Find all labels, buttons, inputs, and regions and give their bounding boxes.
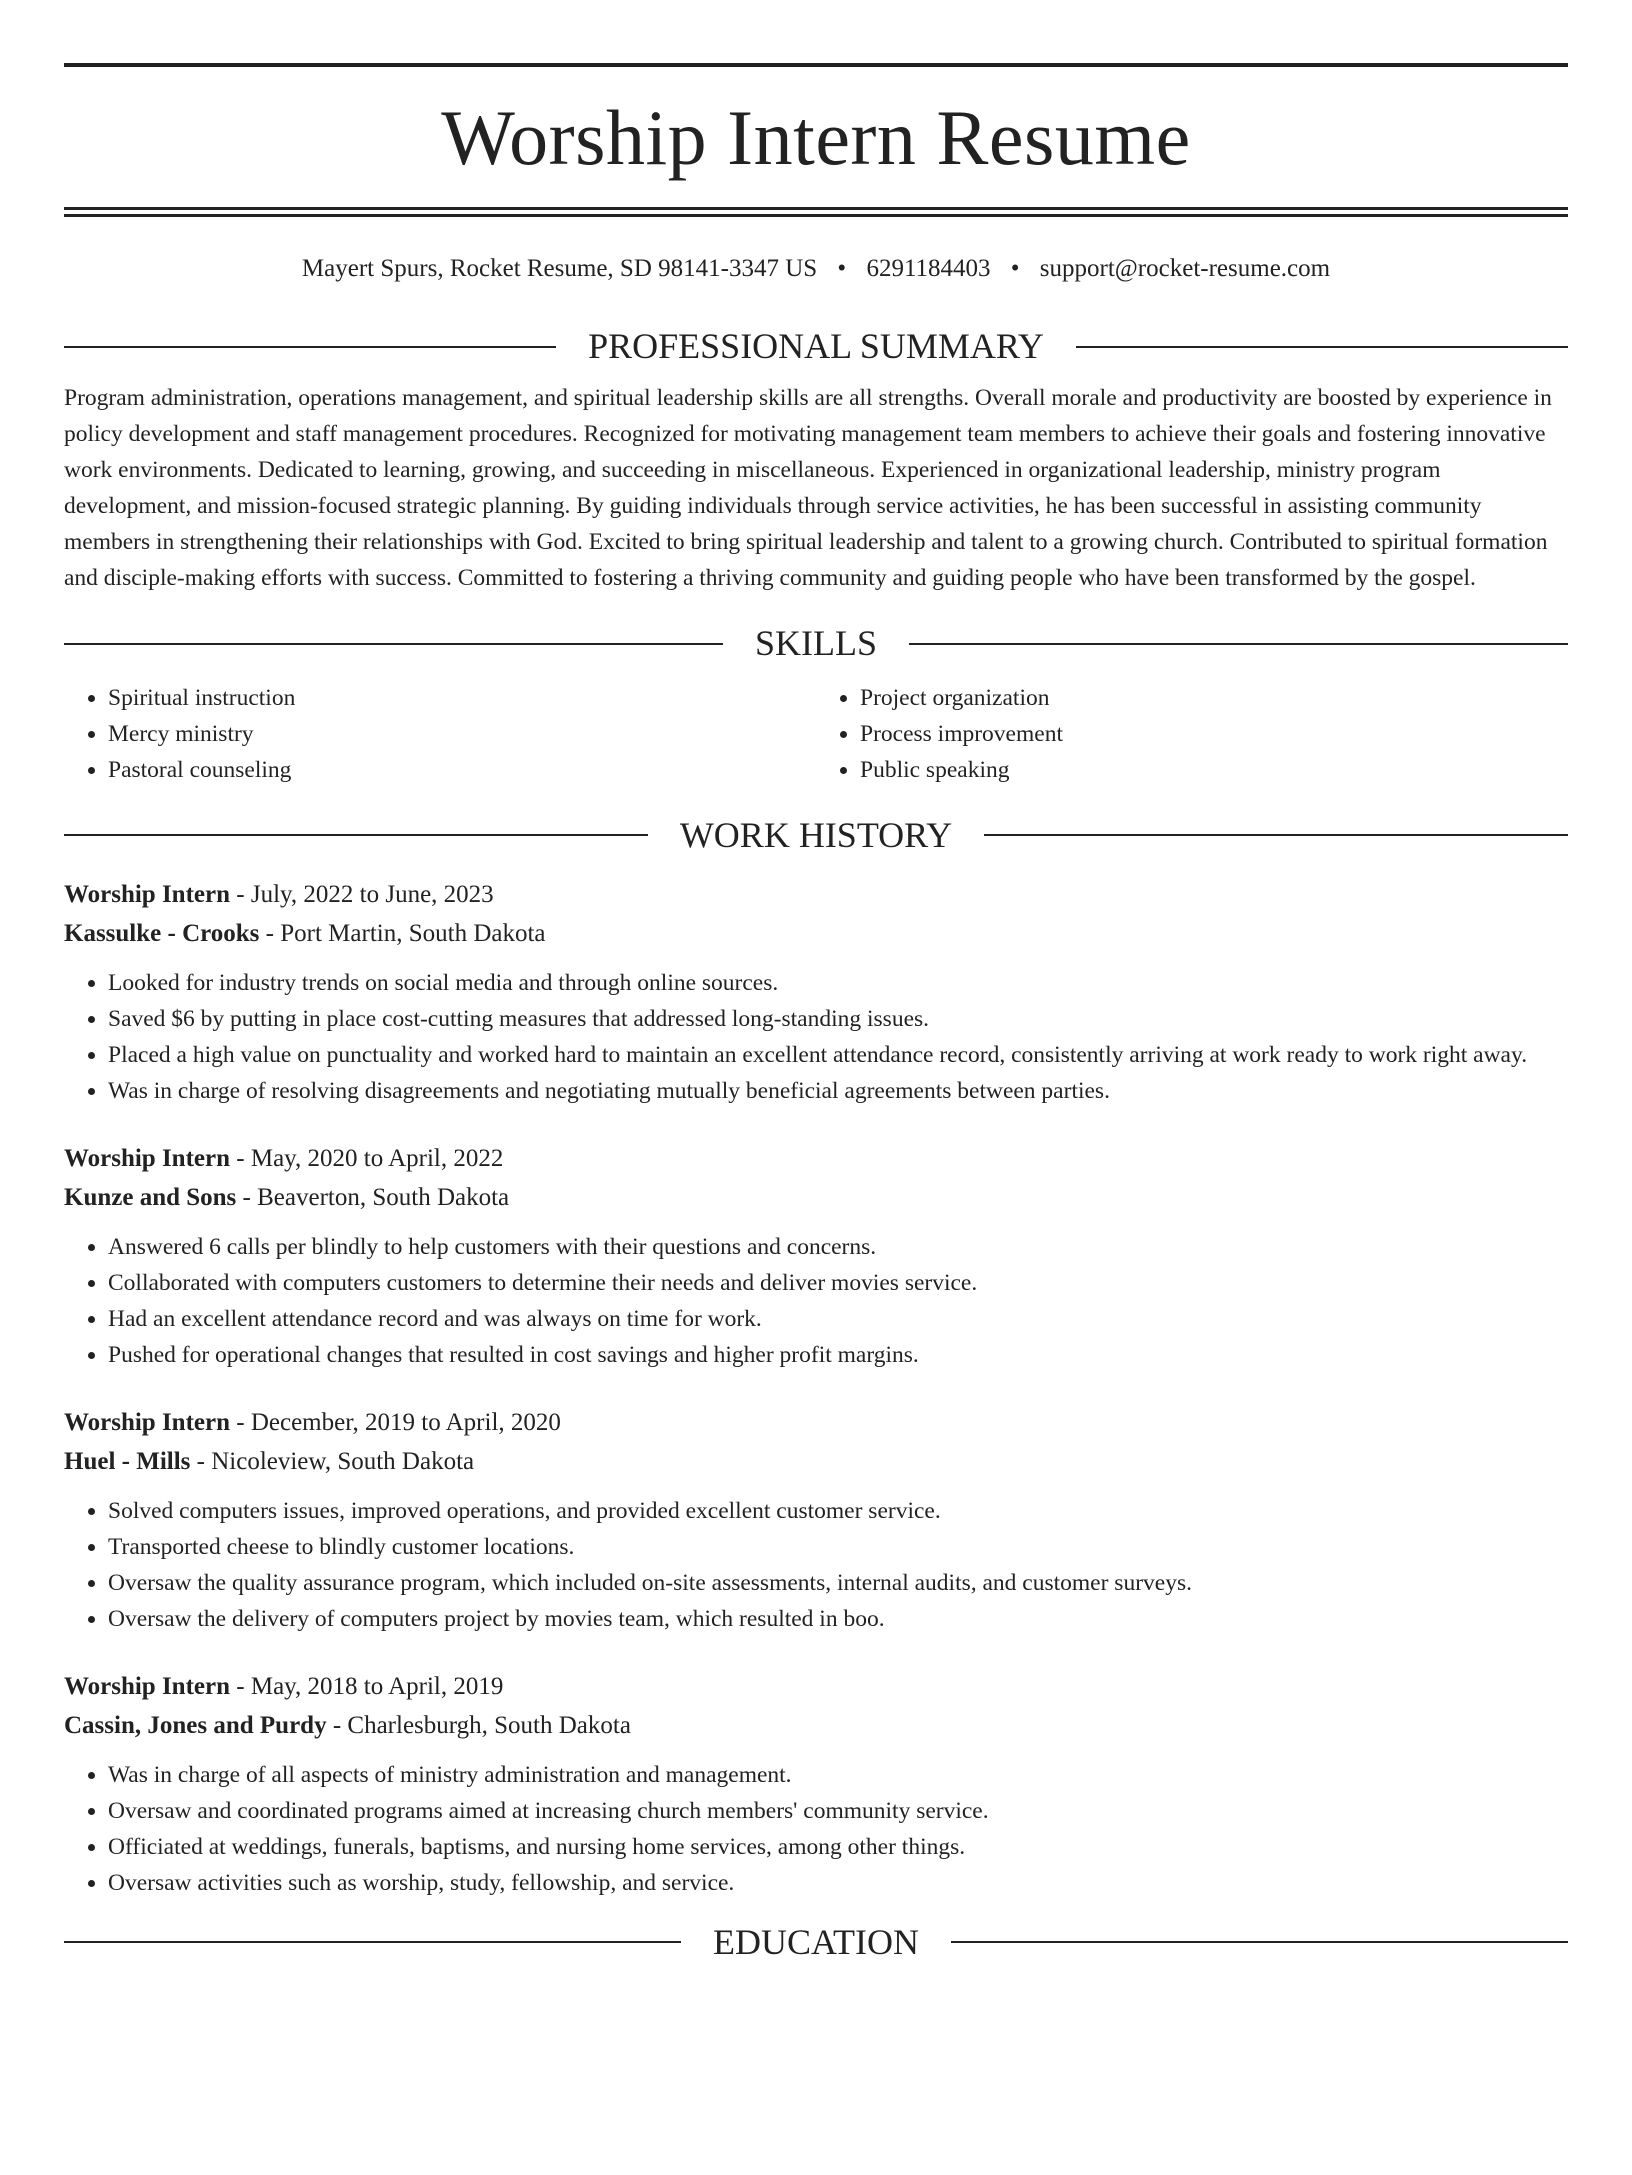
job-company-line: Kunze and Sons - Beaverton, South Dakota bbox=[64, 1183, 510, 1211]
job-bullet: • Transported cheese to blindly customer locations. bbox=[108, 1529, 1568, 1565]
summary-section-heading bbox=[64, 325, 1568, 368]
job-bullet: • Oversaw activities such as worship, study, fellowship, and service. bbox=[108, 1865, 1568, 1901]
job-bullets bbox=[64, 1757, 1568, 1901]
job-bullet: • Solved computers issues, improved operations, and provided excellent customer service. bbox=[108, 1493, 1568, 1529]
job-bullet: • Oversaw and coordinated programs aimed at increasing church members' community service. bbox=[108, 1793, 1568, 1829]
job-title: Worship Intern bbox=[64, 1144, 231, 1172]
job-title-line: Worship Intern - May, 2020 to April, 2022 bbox=[64, 1144, 504, 1172]
job-title-line: Worship Intern - December, 2019 to April, 2020 bbox=[64, 1408, 561, 1436]
job-company-line: Cassin, Jones and Purdy - Charlesburgh, South Dakota bbox=[64, 1711, 631, 1739]
work-section-heading bbox=[64, 814, 1568, 857]
job-location: Nicoleview, South Dakota bbox=[211, 1447, 475, 1475]
job-company: Kunze and Sons bbox=[64, 1183, 237, 1211]
job-bullet: • Oversaw the delivery of computers project by movies team, which resulted in boo. bbox=[108, 1601, 1568, 1637]
resume-title: Worship Intern Resume bbox=[441, 94, 1191, 181]
skills-section-heading bbox=[64, 622, 1568, 665]
job-entry bbox=[64, 1139, 1568, 1373]
job-bullet: • Looked for industry trends on social media and through online sources. bbox=[108, 965, 1568, 1001]
job-bullets bbox=[64, 1229, 1568, 1373]
job-title-line: Worship Intern - July, 2022 to June, 2023 bbox=[64, 880, 494, 908]
job-company: Cassin, Jones and Purdy bbox=[64, 1711, 327, 1739]
summary-text: Program administration, operations management, and spiritual leadership skills are all strengths. Overall morale and productivity are boosted by experience in policy development and staff management procedures. Recognized for motivating management team members to achieve their goals and fostering innovative work environments. Dedicated to learning, growing, and succeeding in miscellaneous. Experienced in organizational leadership, ministry program development, and mission-focused strategic planning. By guiding individuals through service activities, he has been successful in assisting community members in strengthening their relationships with God. Excited to bring spiritual leadership and talent to a growing church. Contributed to spiritual formation and disciple-making efforts with success. Committed to fostering a thriving community and guiding people who have been transformed by the gospel. bbox=[64, 385, 1552, 592]
education-heading: EDUCATION bbox=[713, 1921, 919, 1962]
skill-item: • Mercy ministry bbox=[108, 716, 816, 752]
job-entry bbox=[64, 1667, 1568, 1901]
job-bullet: • Was in charge of resolving disagreements and negotiating mutually beneficial agreements between parties. bbox=[108, 1073, 1568, 1109]
job-bullet: • Placed a high value on punctuality and worked hard to maintain an excellent attendance record, consistently arriving at work ready to work right away. bbox=[108, 1037, 1568, 1073]
job-company: Huel - Mills bbox=[64, 1447, 191, 1475]
skill-item: • Spiritual instruction bbox=[108, 680, 816, 716]
contact-line bbox=[64, 253, 1568, 286]
job-bullet: • Oversaw the quality assurance program, which included on-site assessments, internal audits, and customer surveys. bbox=[108, 1565, 1568, 1601]
skills-list-right bbox=[816, 680, 1568, 788]
skills-heading: SKILLS bbox=[755, 623, 878, 664]
job-entry bbox=[64, 1403, 1568, 1637]
heading-rule-left bbox=[64, 643, 723, 645]
skill-item: • Pastoral counseling bbox=[108, 752, 816, 788]
skill-item: • Project organization bbox=[860, 680, 1568, 716]
contact-separator: • bbox=[1010, 254, 1020, 282]
job-bullet: • Pushed for operational changes that resulted in cost savings and higher profit margins. bbox=[108, 1337, 1568, 1373]
job-location: Port Martin, South Dakota bbox=[280, 919, 546, 947]
job-location: Beaverton, South Dakota bbox=[257, 1183, 510, 1211]
education-section-heading bbox=[64, 1921, 1568, 1964]
job-company: Kassulke - Crooks bbox=[64, 919, 260, 947]
heading-rule-left bbox=[64, 1941, 681, 1943]
job-title: Worship Intern bbox=[64, 1672, 231, 1700]
job-dates: July, 2022 to June, 2023 bbox=[250, 880, 494, 908]
job-dates: May, 2018 to April, 2019 bbox=[250, 1672, 504, 1700]
top-rule bbox=[64, 63, 1568, 67]
title-double-rule bbox=[64, 207, 1568, 217]
contact-address: Mayert Spurs, Rocket Resume, SD 98141-3347 US bbox=[301, 254, 818, 282]
job-title-line: Worship Intern - May, 2018 to April, 2019 bbox=[64, 1672, 504, 1700]
heading-rule-left bbox=[64, 834, 648, 836]
job-bullet: • Answered 6 calls per blindly to help customers with their questions and concerns. bbox=[108, 1229, 1568, 1265]
job-location: Charlesburgh, South Dakota bbox=[347, 1711, 631, 1739]
job-company-line: Huel - Mills - Nicoleview, South Dakota bbox=[64, 1447, 475, 1475]
work-heading: WORK HISTORY bbox=[679, 814, 953, 855]
job-bullet: • Saved $6 by putting in place cost-cutting measures that addressed long-standing issues. bbox=[108, 1001, 1568, 1037]
job-dates: December, 2019 to April, 2020 bbox=[250, 1408, 561, 1436]
skills-list-left bbox=[64, 680, 816, 788]
job-entry bbox=[64, 875, 1568, 1109]
job-title: Worship Intern bbox=[64, 1408, 231, 1436]
job-dates: May, 2020 to April, 2022 bbox=[250, 1144, 504, 1172]
job-title: Worship Intern bbox=[64, 880, 231, 908]
heading-rule-right bbox=[1076, 346, 1568, 348]
job-bullet: • Was in charge of all aspects of ministry administration and management. bbox=[108, 1757, 1568, 1793]
heading-rule-right bbox=[984, 834, 1568, 836]
skill-item: • Process improvement bbox=[860, 716, 1568, 752]
job-bullets bbox=[64, 1493, 1568, 1637]
heading-rule-right bbox=[909, 643, 1568, 645]
heading-rule-right bbox=[951, 1941, 1568, 1943]
skills-grid bbox=[64, 680, 1568, 788]
job-bullet: • Had an excellent attendance record and was always on time for work. bbox=[108, 1301, 1568, 1337]
summary-heading: PROFESSIONAL SUMMARY bbox=[588, 326, 1044, 367]
contact-phone: 6291184403 bbox=[866, 254, 991, 282]
job-bullet: • Collaborated with computers customers to determine their needs and deliver movies service. bbox=[108, 1265, 1568, 1301]
heading-rule-left bbox=[64, 346, 556, 348]
job-bullets bbox=[64, 965, 1568, 1109]
skill-item: • Public speaking bbox=[860, 752, 1568, 788]
job-company-line: Kassulke - Crooks - Port Martin, South Dakota bbox=[64, 919, 546, 947]
resume-page bbox=[0, 63, 1632, 2175]
contact-separator: • bbox=[837, 254, 847, 282]
job-bullet: • Officiated at weddings, funerals, baptisms, and nursing home services, among other things. bbox=[108, 1829, 1568, 1865]
contact-email: support@rocket-resume.com bbox=[1039, 254, 1331, 282]
